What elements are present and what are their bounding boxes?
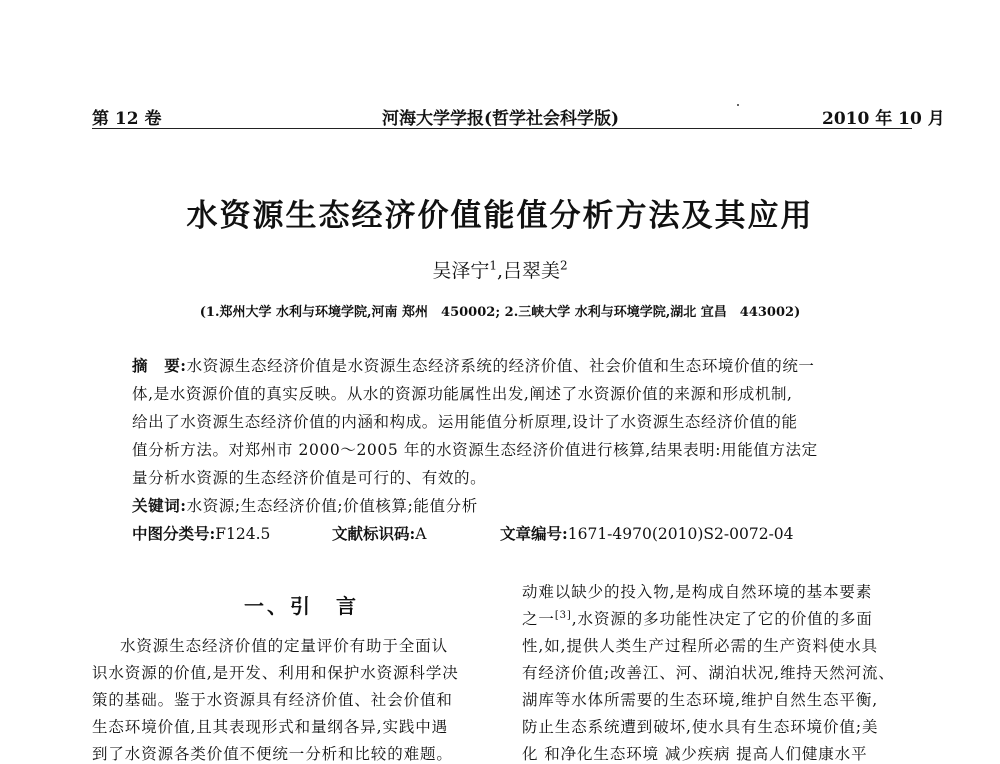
body-line-right: 化 和净化生态环境 减少疾病 提高人们健康水平 [522,745,868,763]
running-header-volume: 第 12 卷 [92,109,162,129]
body-line-left: 水资源生态经济价值的定量评价有助于全面认 [120,637,449,655]
affiliations: (1.郑州大学 水利与环境学院,河南 郑州 450002; 2.三峡大学 水利与环境学院,湖北 宜昌 443002) [199,305,801,320]
author-1: 吴泽宁 [432,260,490,282]
article-value: 1671-4970(2010)S2-0072-04 [567,525,794,543]
scan-speck [737,104,739,106]
clc-value: F124.5 [215,525,271,543]
abstract-line [132,354,815,376]
body-text: ,水资源的多功能性决定了它的价值的多面 [571,610,873,628]
doc-label: 文献标识码: [332,524,416,543]
author-1-affil-mark: 1 [489,258,497,273]
body-line-right: 动难以缺少的投入物,是构成自然环境的基本要素 [522,583,873,601]
body-line-right: 有经济价值;改善江、河、湖泊状况,维持天然河流、 [522,664,895,682]
author-line [0,256,1000,283]
abstract-text: 水资源生态经济价值是水资源生态经济系统的经济价值、社会价值和生态环境价值的统一 [186,357,815,375]
article-number [500,522,794,544]
abstract-label: 摘 要: [132,356,187,375]
doc-value: A [415,525,427,543]
body-line-right: 性,如,提供人类生产过程所必需的生产资料使水具 [522,637,879,655]
clc-number [132,522,270,544]
keywords-text: 水资源;生态经济价值;价值核算;能值分析 [186,497,478,515]
citation-ref: [3] [554,609,572,621]
keywords-line [132,494,478,516]
clc-label: 中图分类号: [132,524,216,543]
author-separator: , [496,260,504,282]
author-2: 吕翠美 [503,260,561,282]
body-line-right [522,607,873,629]
paper-title: 水资源生态经济价值能值分析方法及其应用 [186,198,814,234]
keywords-label: 关键词: [132,496,187,515]
abstract-line: 体,是水资源价值的真实反映。从水的资源功能属性出发,阐述了水资源价值的来源和形成机制, [132,385,793,403]
abstract-line: 量分析水资源的生态经济价值是可行的、有效的。 [132,469,487,487]
body-line-left: 策的基础。鉴于水资源具有经济价值、社会价值和 [92,691,453,709]
document-code [332,522,426,544]
author-2-affil-mark: 2 [560,258,568,273]
abstract-line: 给出了水资源生态经济价值的内涵和构成。运用能值分析原理,设计了水资源生态经济价值的能 [132,413,798,431]
running-header-journal: 河海大学学报(哲学社会科学版) [382,109,620,129]
abstract-line: 值分析方法。对郑州市 2000～2005 年的水资源生态经济价值进行核算,结果表明:用能值方法定 [132,441,818,459]
body-line-left: 识水资源的价值,是开发、利用和保护水资源科学决 [92,664,459,682]
running-header-date: 2010 年 10 月 [822,109,945,129]
body-line-left: 生态环境价值,且其表现形式和量纲各异,实践中遇 [92,718,449,736]
body-line-left: 到了水资源各类价值不便统一分析和比较的难题。 [92,745,453,763]
body-line-right: 防止生态系统遭到破坏,使水具有生态环境价值;美 [522,718,879,736]
section-heading: 一、引 言 [244,594,359,618]
body-text: 之一 [522,610,555,628]
article-label: 文章编号: [500,524,568,543]
header-rule [92,128,912,129]
body-line-right: 湖库等水体所需要的生态环境,维护自然生态平衡, [522,691,879,709]
